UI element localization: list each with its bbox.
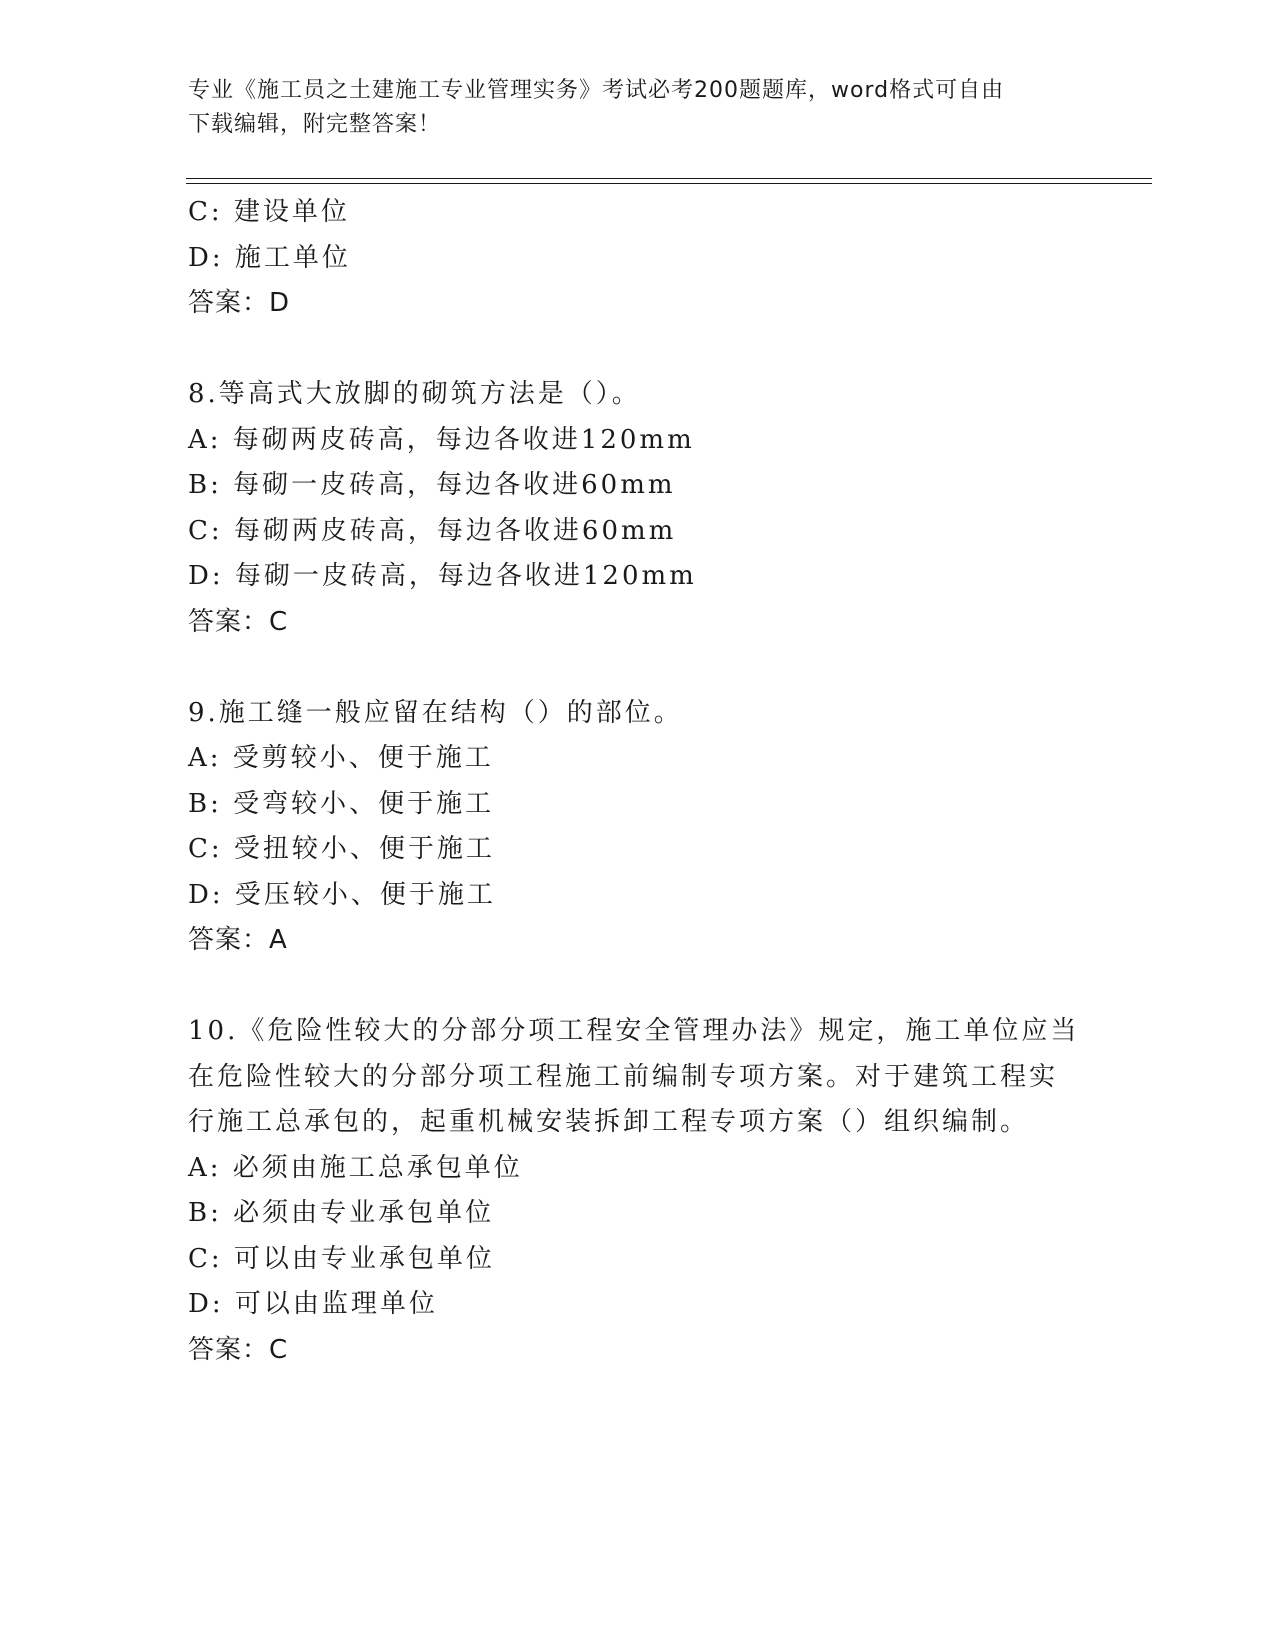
question-10 bbox=[188, 1009, 1088, 1373]
answer-line: 答案：A bbox=[188, 925, 288, 955]
option-c: C: 受扭较小、便于施工 bbox=[188, 834, 495, 864]
question-stem: 8.等高式大放脚的砌筑方法是（）。 bbox=[188, 379, 641, 409]
answer-line: 答案：D bbox=[188, 288, 291, 318]
header-rule-top bbox=[186, 178, 1152, 179]
header-rule-bottom bbox=[186, 183, 1152, 184]
option-a: A: 每砌两皮砖高，每边各收进120mm bbox=[188, 424, 695, 455]
option-c: C: 可以由专业承包单位 bbox=[188, 1243, 495, 1274]
header-title-line-1: 专业《施工员之土建施工专业管理实务》考试必考200题题库，word格式可自由 bbox=[188, 78, 1005, 103]
question-stem-line-3: 行施工总承包的，起重机械安装拆卸工程专项方案（）组织编制。 bbox=[188, 1107, 1030, 1137]
option-d: D: 施工单位 bbox=[188, 242, 351, 273]
document-header bbox=[188, 74, 1088, 142]
question-8 bbox=[188, 372, 1088, 645]
answer-line: 答案：C bbox=[188, 1334, 289, 1365]
question-stem-line-2: 在危险性较大的分部分项工程施工前编制专项方案。对于建筑工程实 bbox=[188, 1061, 1059, 1092]
previous-question-tail bbox=[188, 190, 1088, 327]
option-d: D: 可以由监理单位 bbox=[188, 1289, 438, 1319]
question-stem-line-1: 10.《危险性较大的分部分项工程安全管理办法》规定，施工单位应当 bbox=[188, 1016, 1080, 1046]
option-b: B: 必须由专业承包单位 bbox=[188, 1198, 495, 1228]
answer-line: 答案：C bbox=[188, 606, 289, 637]
option-c: C: 每砌两皮砖高，每边各收进60mm bbox=[188, 515, 677, 546]
question-stem: 9.施工缝一般应留在结构（）的部位。 bbox=[188, 697, 683, 728]
spacer bbox=[188, 327, 1088, 373]
option-a: A: 受剪较小、便于施工 bbox=[188, 743, 494, 773]
option-b: B: 每砌一皮砖高，每边各收进60mm bbox=[188, 470, 676, 500]
option-d: D: 受压较小、便于施工 bbox=[188, 879, 496, 910]
question-9 bbox=[188, 691, 1088, 964]
header-title-line-2: 下载编辑，附完整答案！ bbox=[188, 112, 442, 137]
option-b: B: 受弯较小、便于施工 bbox=[188, 788, 495, 819]
option-a: A: 必须由施工总承包单位 bbox=[188, 1152, 523, 1183]
option-d: D: 每砌一皮砖高，每边各收进120mm bbox=[188, 561, 697, 591]
option-c: C: 建设单位 bbox=[188, 197, 350, 227]
spacer bbox=[188, 964, 1088, 1010]
spacer bbox=[188, 645, 1088, 691]
question-content bbox=[188, 190, 1088, 1373]
